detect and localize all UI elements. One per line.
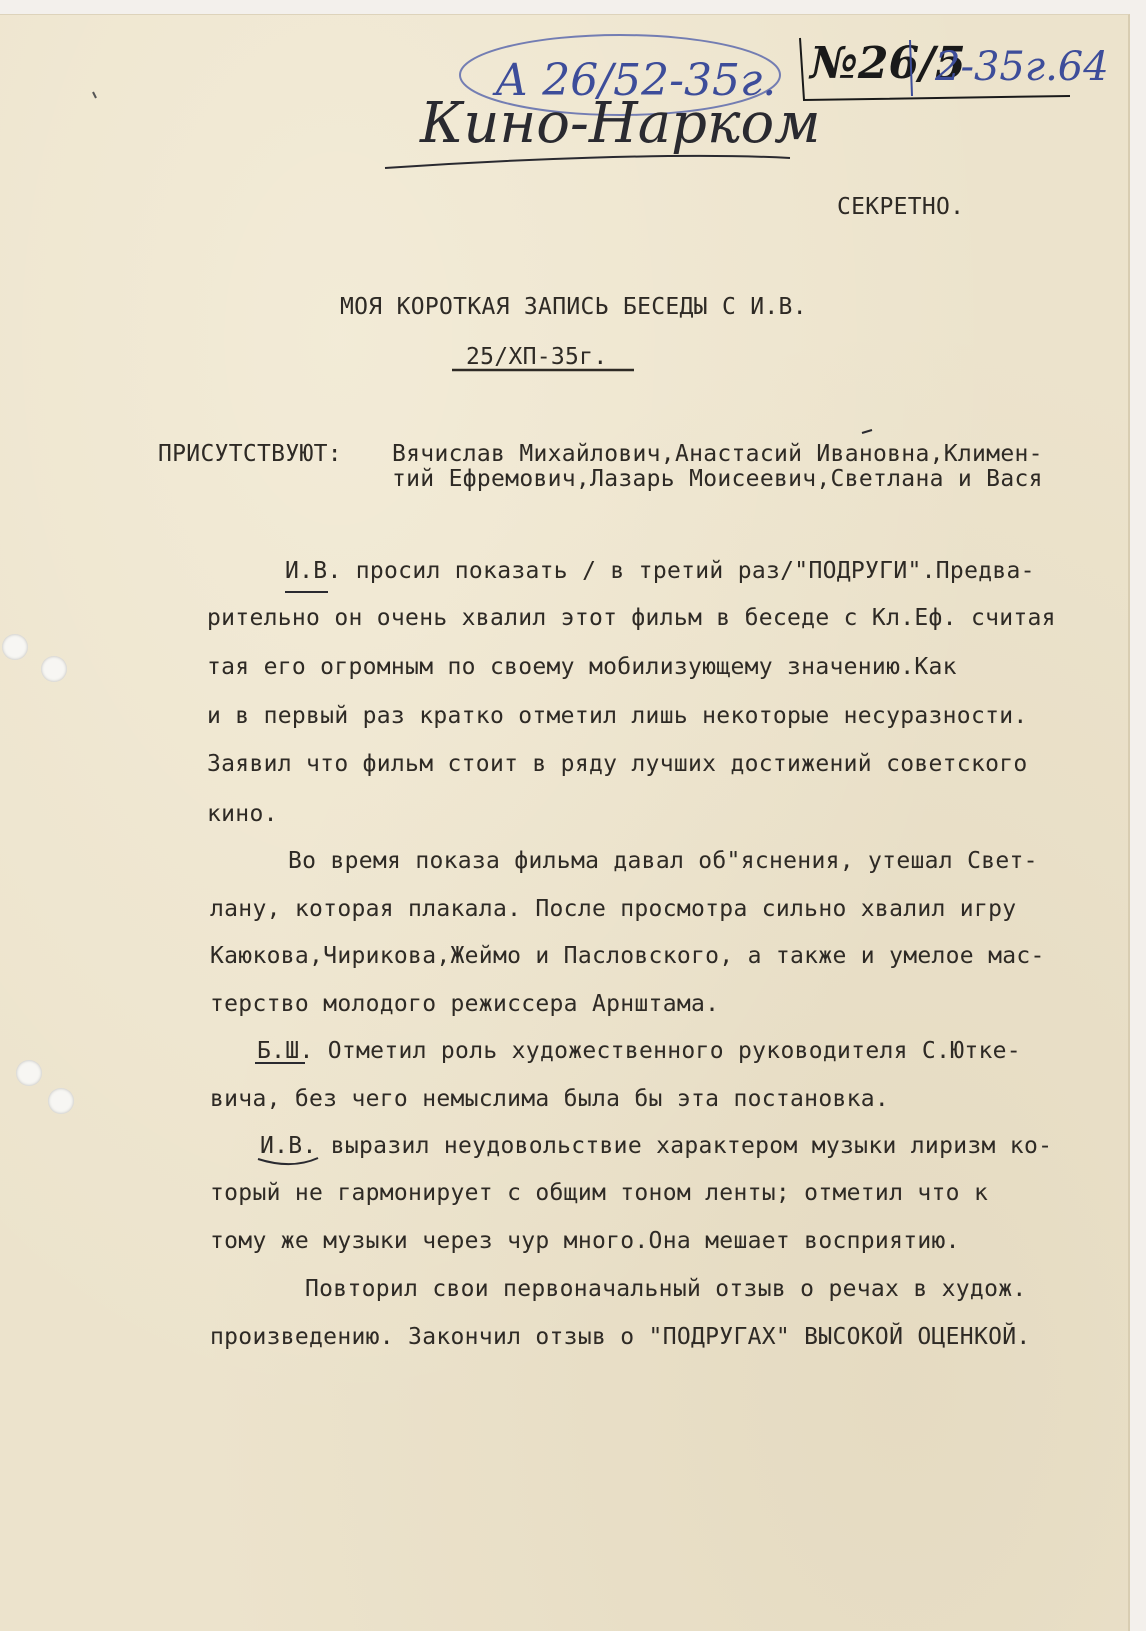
- punch-hole: [41, 656, 67, 682]
- document-date: 25/ХП-35г.: [466, 344, 608, 370]
- archive-ref-black: №26/5: [810, 38, 966, 89]
- attendees-label: ПРИСУТСТВУЮТ:: [158, 441, 342, 467]
- document-title: МОЯ КОРОТКАЯ ЗАПИСЬ БЕСЕДЫ С И.В.: [340, 294, 807, 320]
- attendees-line: Вячислав Михайлович,Анастасий Ивановна,Климен-: [392, 441, 1043, 467]
- body-line: вича, без чего немыслима была бы эта постановка.: [210, 1086, 890, 1112]
- body-line: торый не гармонирует с общим тоном ленты; отметил что к: [210, 1180, 989, 1206]
- body-line: Б.Ш. Отметил роль художественного руководителя С.Ютке-: [257, 1038, 1021, 1064]
- body-line: Повторил свои первоначальный отзыв о речах в худож.: [305, 1276, 1027, 1302]
- punch-hole: [2, 634, 28, 660]
- body-line: И.В. просил показать / в третий раз/"ПОДРУГИ".Предва-: [285, 558, 1035, 584]
- paper-sheet: [0, 14, 1130, 1631]
- body-line: кино.: [207, 801, 278, 827]
- handwritten-note: Кино-Нарком: [420, 91, 821, 156]
- punch-hole: [48, 1088, 74, 1114]
- body-line: И.В. выразил неудовольствие характером музыки лиризм ко-: [260, 1133, 1053, 1159]
- body-line: лану, которая плакала. После просмотра сильно хвалил игру: [210, 896, 1017, 922]
- body-line: рительно он очень хвалил этот фильм в беседе с Кл.Еф. считая: [207, 605, 1056, 631]
- body-line: тому же музыки через чур много.Она мешает восприятию.: [210, 1228, 960, 1254]
- attendees-line: тий Ефремович,Лазарь Моисеевич,Светлана и Вася: [392, 466, 1043, 492]
- archive-ref-blue: А 26/52-35г.: [495, 55, 777, 106]
- body-line: тая его огромным по своему мобилизующему значению.Как: [207, 654, 957, 680]
- archive-ref-rest: 2-35г.64: [935, 44, 1109, 90]
- body-line: Заявил что фильм стоит в ряду лучших достижений советского: [207, 751, 1028, 777]
- classification-stamp: СЕКРЕТНО.: [837, 194, 965, 220]
- body-line: и в первый раз кратко отметил лишь некоторые несуразности.: [207, 703, 1028, 729]
- body-line: Во время показа фильма давал об"яснения, утешал Свет-: [288, 848, 1038, 874]
- body-line: произведению. Закончил отзыв о "ПОДРУГАХ" ВЫСОКОЙ ОЦЕНКОЙ.: [210, 1324, 1031, 1350]
- body-line: терство молодого режиссера Арнштама.: [210, 991, 720, 1017]
- punch-hole: [16, 1060, 42, 1086]
- body-line: Каюкова,Чирикова,Жеймо и Пасловского, а также и умелое мас-: [210, 943, 1045, 969]
